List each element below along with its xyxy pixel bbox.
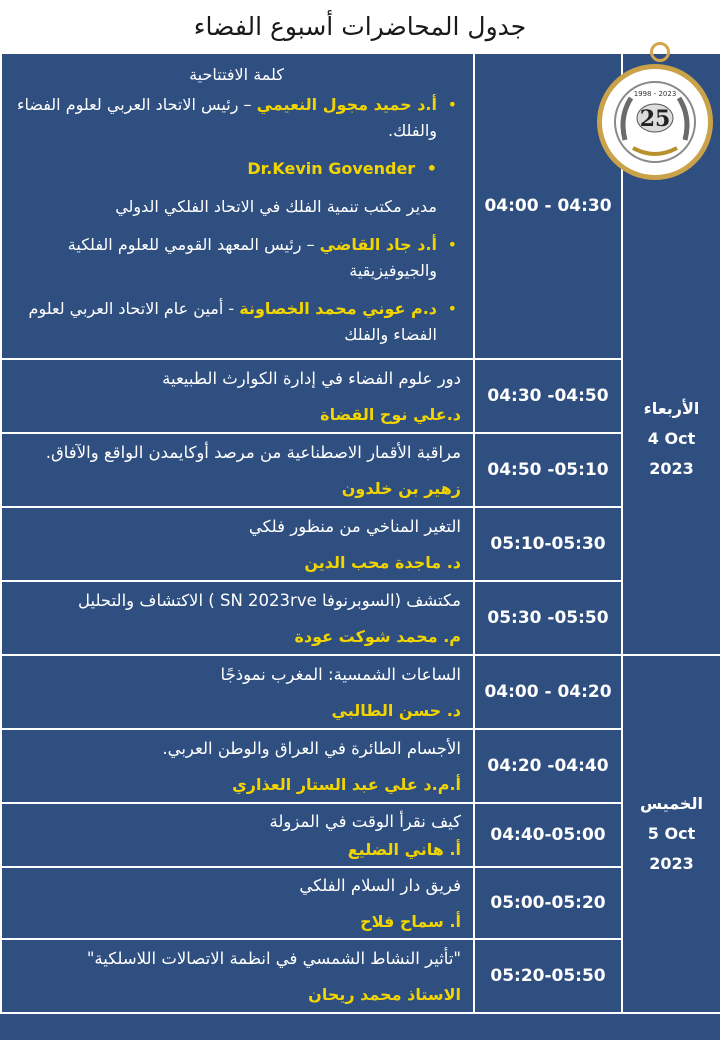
talk-cell	[1, 939, 474, 1013]
opening-heading: كلمة الافتتاحية	[189, 64, 284, 84]
table-row	[1, 507, 720, 581]
day-date: 4 Oct	[647, 429, 696, 448]
list-item	[12, 232, 461, 284]
title-bar	[0, 0, 720, 54]
bullet-icon: •	[447, 94, 457, 114]
table-row	[1, 867, 720, 939]
time-cell: 04:50 -05:10	[474, 433, 622, 507]
talk-speaker: م. محمد شوكت عودة	[294, 627, 461, 646]
talk-title: الأجسام الطائرة في العراق والوطن العربي.	[162, 739, 461, 758]
table-row	[1, 433, 720, 507]
talk-title: مراقبة الأقمار الاصطناعية من مرصد أوكايمدن الواقع والآفاق.	[45, 443, 461, 462]
table-row	[1, 655, 720, 729]
list-item	[12, 92, 461, 144]
schedule-table	[0, 52, 720, 1014]
talk-title: التغير المناخي من منظور فلكي	[248, 517, 461, 536]
table-row	[1, 729, 720, 803]
talk-speaker: الاستاذ محمد ريحان	[308, 985, 461, 1004]
table-row	[1, 359, 720, 433]
time-cell: 04:30 -04:50	[474, 359, 622, 433]
day-name: الخميس	[640, 794, 703, 813]
time-cell: 04:00 - 04:30	[474, 53, 622, 359]
talk-cell	[1, 581, 474, 655]
speaker-name: Dr.Kevin Govender	[247, 158, 416, 178]
talk-title: كيف نقرأ الوقت في المزولة	[269, 812, 461, 831]
opening-cell	[1, 53, 474, 359]
table-row	[1, 803, 720, 867]
speaker-name: أ.د جاد القاضي	[319, 234, 437, 254]
talk-speaker: زهير بن خلدون	[341, 479, 461, 498]
talk-speaker: د. حسن الطالبي	[331, 701, 461, 720]
speaker-name: أ.د حميد مجول النعيمي	[256, 94, 437, 114]
day-cell-thursday	[622, 655, 720, 1013]
bullet-icon: •	[447, 234, 457, 254]
talk-title: فريق دار السلام الفلكي	[299, 876, 461, 895]
time-cell: 05:10-05:30	[474, 507, 622, 581]
list-item	[12, 156, 461, 182]
talk-speaker: د.علي نوح القضاة	[320, 405, 461, 424]
talk-cell	[1, 729, 474, 803]
day-date: 5 Oct	[647, 824, 696, 843]
talk-title: مكتشف (السوبرنوفا SN 2023rve ) الاكتشاف والتحليل	[77, 591, 461, 610]
table-row	[1, 939, 720, 1013]
talk-title: "تأثير النشاط الشمسي في انظمة الاتصالات اللاسلكية"	[86, 949, 461, 968]
time-cell: 05:30 -05:50	[474, 581, 622, 655]
time-cell: 04:40-05:00	[474, 803, 622, 867]
medal-ring-icon	[650, 42, 670, 62]
talk-speaker: أ.م.د علي عبد الستار العذاري	[232, 775, 461, 794]
talk-speaker: أ. هاني الضليع	[347, 840, 461, 859]
time-cell: 05:00-05:20	[474, 867, 622, 939]
opening-list	[12, 92, 461, 144]
logo-years: 1998 - 2023	[633, 90, 677, 98]
opening-list	[12, 232, 461, 348]
talk-title: الساعات الشمسية: المغرب نموذجًا	[220, 665, 461, 684]
page-title: جدول المحاضرات أسبوع الفضاء	[193, 11, 527, 41]
talk-cell	[1, 655, 474, 729]
speaker-role: مدير مكتب تنمية الفلك في الاتحاد الفلكي الدولي	[115, 196, 437, 216]
talk-speaker: د. ماجدة محب الدين	[304, 553, 461, 572]
talk-title: دور علوم الفضاء في إدارة الكوارث الطبيعية	[162, 369, 461, 388]
day-name: الأربعاء	[643, 399, 700, 418]
union-logo	[595, 62, 715, 182]
table-row	[1, 581, 720, 655]
speaker-role: – رئيس الاتحاد العربي لعلوم الفضاء والفلك.	[16, 94, 437, 140]
list-item	[12, 296, 461, 348]
talk-cell	[1, 433, 474, 507]
talk-cell	[1, 359, 474, 433]
bullet-icon: •	[447, 298, 457, 318]
logo-number: 25	[639, 106, 671, 132]
talk-speaker: أ. سماح فلاح	[360, 912, 461, 931]
talk-cell	[1, 867, 474, 939]
talk-cell	[1, 507, 474, 581]
bullet-icon: •	[426, 158, 437, 178]
day-year: 2023	[649, 459, 694, 478]
time-cell: 04:20 -04:40	[474, 729, 622, 803]
time-cell: 05:20-05:50	[474, 939, 622, 1013]
speaker-role: – رئيس المعهد القومي للعلوم الفلكية والجيوفيزيقية	[67, 234, 437, 280]
speaker-name: د.م عوني محمد الخصاونة	[239, 298, 437, 318]
speaker-role: - أمين عام الاتحاد العربي لعلوم الفضاء والفلك	[28, 298, 437, 344]
talk-cell	[1, 803, 474, 867]
time-cell: 04:00 - 04:20	[474, 655, 622, 729]
day-year: 2023	[649, 854, 694, 873]
